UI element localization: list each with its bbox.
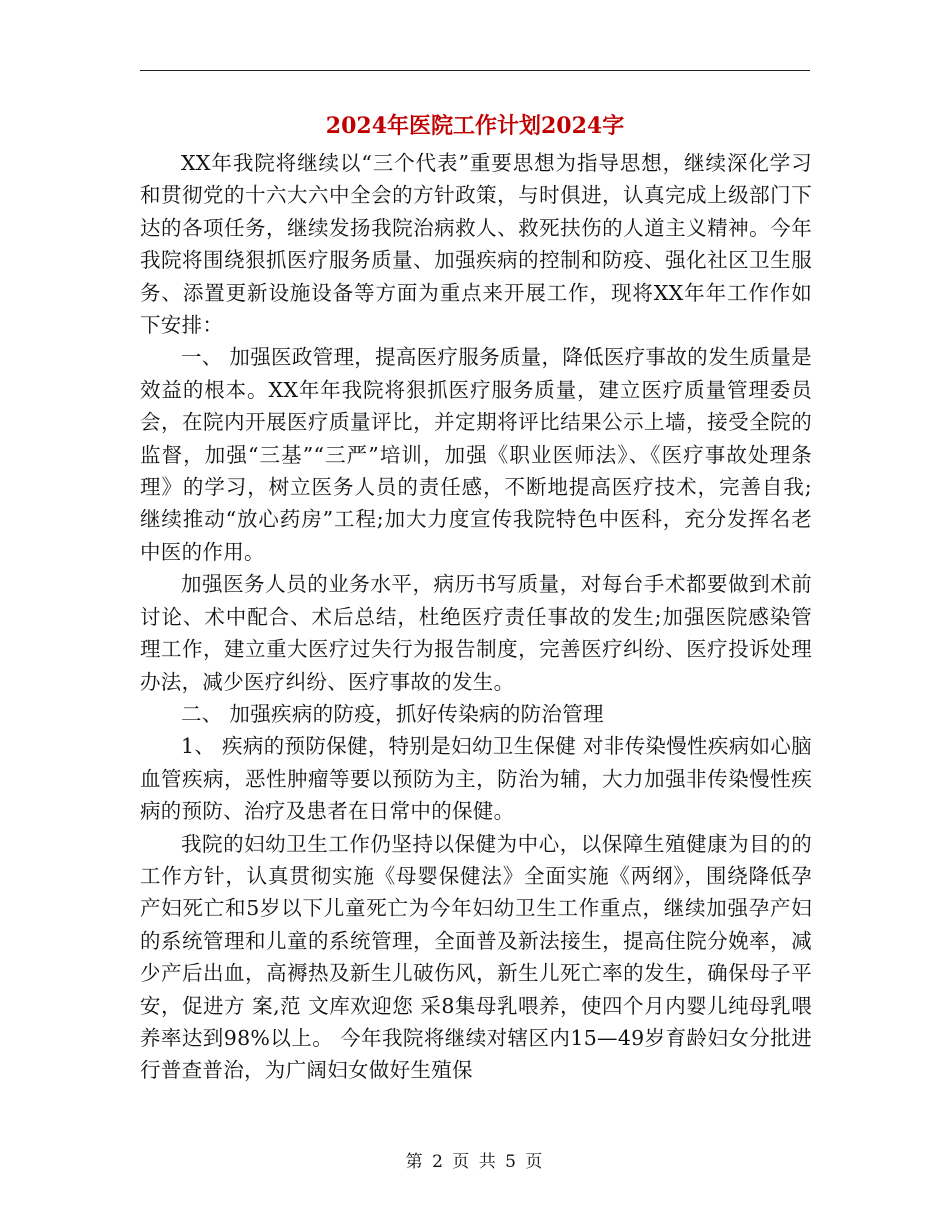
- paragraph-intro: XX年我院将继续以“三个代表”重要思想为指导思想，继续深化学习和贯彻党的十六大六中全会的方针政策，与时俱进，认真完成上级部门下达的各项任务，继续发扬我院治病救人、救死扶伤的人道主义精神。今年我院将围绕狠抓医疗服务质量、加强疾病的控制和防疫、强化社区卫生服务、添置更新设施设备等方面为重点来开展工作，现将XX年年工作作如下安排：: [140, 151, 812, 338]
- document-title: 2024年医院工作计划2024字: [325, 113, 625, 139]
- page-number-footer: 第 2 页 共 5 页: [405, 1152, 545, 1172]
- paragraph-item-1: 1、 疾病的预防保健，特别是妇幼卫生保健 对非传染慢性疾病如心脑血管疾病，恶性肿瘤等要以预防为主，防治为辅，大力加强非传染慢性疾病的预防、治疗及患者在日常中的保健。: [140, 734, 812, 824]
- document-body: [140, 147, 812, 1087]
- paragraph-maternal-child: 我院的妇幼卫生工作仍坚持以保健为中心，以保障生殖健康为目的的工作方针，认真贯彻实施《母婴保健法》全面实施《两纲》，围绕降低孕产妇死亡和5岁以下儿童死亡为今年妇幼卫生工作重点，继续加强孕产妇的系统管理和儿童的系统管理，全面普及新法接生，提高住院分娩率，减少产后出血，高褥热及新生儿破伤风，新生儿死亡率的发生，确保母子平安，促进方 案,范 文库欢迎您 采8集母乳喂养，使四个月内婴儿纯母乳喂养率达到98%以上。 今年我院将继续对辖区内15—49岁育龄妇女分批进行普查普治，为广阔妇女做好生殖保: [140, 831, 812, 1083]
- paragraph-section-1: 一、 加强医政管理，提高医疗服务质量，降低医疗事故的发生质量是效益的根本。XX年年我院将狠抓医疗服务质量，建立医疗质量管理委员会，在院内开展医疗质量评比，并定期将评比结果公示上墙，接受全院的监督，加强“三基”“三严”培训，加强《职业医师法》、《医疗事故处理条理》的学习，树立医务人员的责任感，不断地提高医疗技术，完善自我;继续推动“放心药房”工程;加大力度宣传我院特色中医科，充分发挥名老中医的作用。: [140, 345, 812, 564]
- paragraph-medical-staff: 加强医务人员的业务水平，病历书写质量，对每台手术都要做到术前讨论、术中配合、术后总结，杜绝医疗责任事故的发生;加强医院感染管理工作，建立重大医疗过失行为报告制度，完善医疗纠纷、医疗投诉处理办法，减少医疗纠纷、医疗事故的发生。: [140, 572, 812, 694]
- paragraph-section-2-heading: 二、 加强疾病的防疫，抓好传染病的防治管理: [181, 701, 604, 726]
- header-rule: [140, 70, 810, 71]
